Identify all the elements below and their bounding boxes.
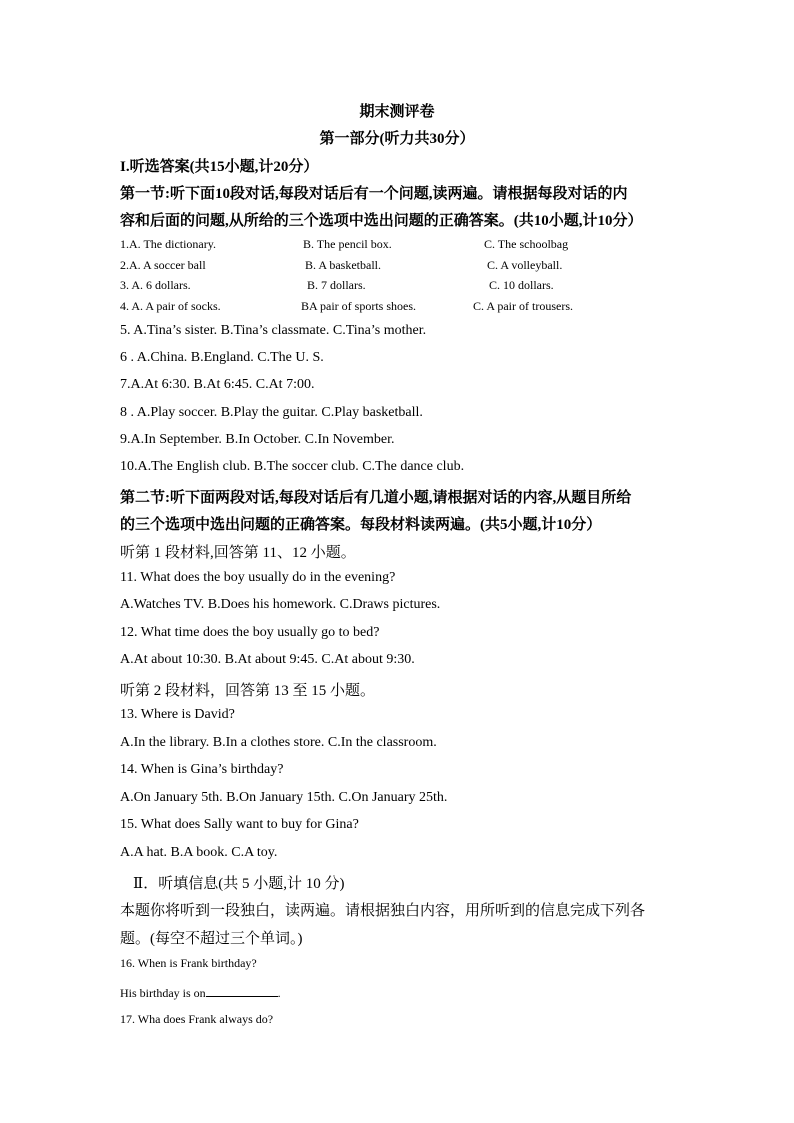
q10-line: 10.A.The English club. B.The soccer club. C.The dance club. bbox=[120, 459, 465, 474]
dialog1-instruction: 听第 1 段材料,回答第 11、12 小题。 bbox=[120, 545, 356, 561]
part1-intro-line2: 容和后面的问题,从所给的三个选项中选出问题的正确答案。(共10小题,计10分） bbox=[120, 213, 643, 229]
q4-option-b: BA pair of sports shoes. bbox=[301, 299, 416, 313]
q16-period: . bbox=[277, 986, 281, 1000]
q6-line: 6 . A.China. B.England. C.The U. S. bbox=[120, 350, 324, 365]
page-title: 期末测评卷 bbox=[359, 104, 435, 120]
q2-option-a: 2.A. A soccer ball bbox=[120, 258, 206, 272]
q4-option-a: 4. A. A pair of socks. bbox=[120, 299, 221, 313]
q3-option-b: B. 7 dollars. bbox=[307, 278, 366, 292]
q16-answer-prefix: His birthday is on bbox=[120, 986, 206, 1000]
q3-option-a: 3. A. 6 dollars. bbox=[120, 278, 191, 292]
q7-line: 7.A.At 6:30. B.At 6:45. C.At 7:00. bbox=[120, 377, 315, 392]
q1-option-c: C. The schoolbag bbox=[484, 237, 569, 251]
q16-line: 16. When is Frank birthday? bbox=[120, 956, 257, 970]
q14-options: A.On January 5th. B.On January 15th. C.On January 25th. bbox=[120, 790, 448, 805]
q1-option-b: B. The pencil box. bbox=[303, 237, 392, 251]
q16-answer-line bbox=[120, 984, 281, 1001]
q15-line: 15. What does Sally want to buy for Gina? bbox=[120, 817, 359, 832]
part2-intro-line2: 的三个选项中选出问题的正确答案。每段材料读两遍。(共5小题,计10分） bbox=[120, 517, 602, 533]
q3-option-c: C. 10 dollars. bbox=[489, 278, 554, 292]
q2-option-b: B. A basketball. bbox=[305, 258, 381, 272]
section2-intro-line1: 本题你将听到一段独白，读两遍。请根据独白内容，用所听到的信息完成下列各 bbox=[120, 903, 646, 919]
q5-line: 5. A.Tina’s sister. B.Tina’s classmate. C.Tina’s mother. bbox=[120, 323, 427, 338]
part2-intro-line1: 第二节:听下面两段对话,每段对话后有几道小题,请根据对话的内容,从题目所给 bbox=[120, 490, 632, 506]
q8-line: 8 . A.Play soccer. B.Play the guitar. C.Play basketball. bbox=[120, 405, 423, 420]
section1-heading: I.听选答案(共15小题,计20分） bbox=[120, 159, 319, 175]
q11-line: 11. What does the boy usually do in the evening? bbox=[120, 570, 396, 585]
part1-intro-line1: 第一节:听下面10段对话,每段对话后有一个问题,读两遍。请根据每段对话的内 bbox=[120, 186, 628, 202]
dialog2-instruction: 听第 2 段材料，回答第 13 至 15 小题。 bbox=[120, 683, 376, 699]
q16-answer-blank[interactable] bbox=[206, 984, 278, 997]
q13-line: 13. Where is David? bbox=[120, 707, 235, 722]
q13-options: A.In the library. B.In a clothes store. C.In the classroom. bbox=[120, 735, 437, 750]
page-subtitle: 第一部分(听力共30分） bbox=[319, 131, 475, 147]
section2-intro-line2: 题。(每空不超过三个单词。) bbox=[120, 931, 303, 947]
q12-line: 12. What time does the boy usually go to bed? bbox=[120, 625, 380, 640]
q17-line: 17. Wha does Frank always do? bbox=[120, 1012, 274, 1026]
q14-line: 14. When is Gina’s birthday? bbox=[120, 762, 284, 777]
q1-option-a: 1.A. The dictionary. bbox=[120, 237, 216, 251]
q9-line: 9.A.In September. B.In October. C.In November. bbox=[120, 432, 395, 447]
q15-options: A.A hat. B.A book. C.A toy. bbox=[120, 845, 278, 860]
q4-option-c: C. A pair of trousers. bbox=[473, 299, 573, 313]
q12-options: A.At about 10:30. B.At about 9:45. C.At about 9:30. bbox=[120, 652, 415, 667]
section2-heading: Ⅱ．听填信息(共 5 小题,计 10 分) bbox=[133, 876, 345, 892]
q2-option-c: C. A volleyball. bbox=[487, 258, 563, 272]
q11-options: A.Watches TV. B.Does his homework. C.Draws pictures. bbox=[120, 597, 441, 612]
